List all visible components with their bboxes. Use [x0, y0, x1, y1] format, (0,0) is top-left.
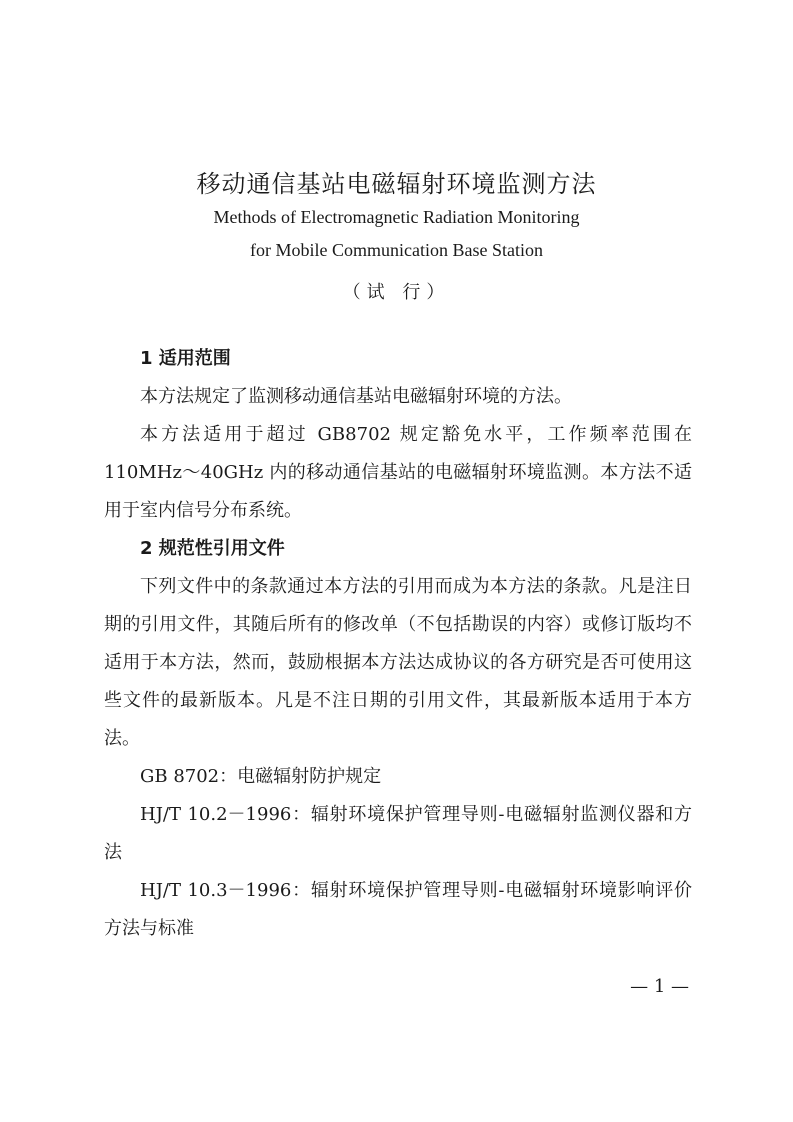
reference-item: GB 8702：电磁辐射防护规定: [140, 766, 382, 787]
document-body: [104, 340, 692, 948]
reference-item: HJ/T 10.3－1996：辐射环境保护管理导则-电磁辐射环境影响评价方法与标准: [104, 880, 692, 939]
trial-label: （试 行）: [342, 282, 451, 303]
document-title-chinese: 移动通信基站电磁辐射环境监测方法: [196, 170, 597, 198]
document-title-english-line2: for Mobile Communication Base Station: [250, 240, 543, 260]
page-number: — 1 —: [630, 976, 689, 997]
paragraph: 下列文件中的条款通过本方法的引用而成为本方法的条款。凡是注日期的引用文件，其随后所有的修改单（不包括勘误的内容）或修订版均不适用于本方法，然而，鼓励根据本方法达成协议的各方研究是否可使用这些文件的最新版本。凡是不注日期的引用文件，其最新版本适用于本方法。: [104, 576, 692, 749]
section-heading-normative-references: 2 规范性引用文件: [140, 538, 285, 559]
document-title-english-line1: Methods of Electromagnetic Radiation Monitoring: [213, 207, 580, 227]
paragraph: 本方法适用于超过 GB8702 规定豁免水平，工作频率范围在110MHz～40GHz 内的移动通信基站的电磁辐射环境监测。本方法不适用于室内信号分布系统。: [104, 424, 692, 521]
paragraph: 本方法规定了监测移动通信基站电磁辐射环境的方法。: [140, 386, 572, 407]
reference-item: HJ/T 10.2－1996：辐射环境保护管理导则-电磁辐射监测仪器和方法: [104, 804, 692, 863]
section-heading-scope: 1 适用范围: [140, 348, 231, 369]
